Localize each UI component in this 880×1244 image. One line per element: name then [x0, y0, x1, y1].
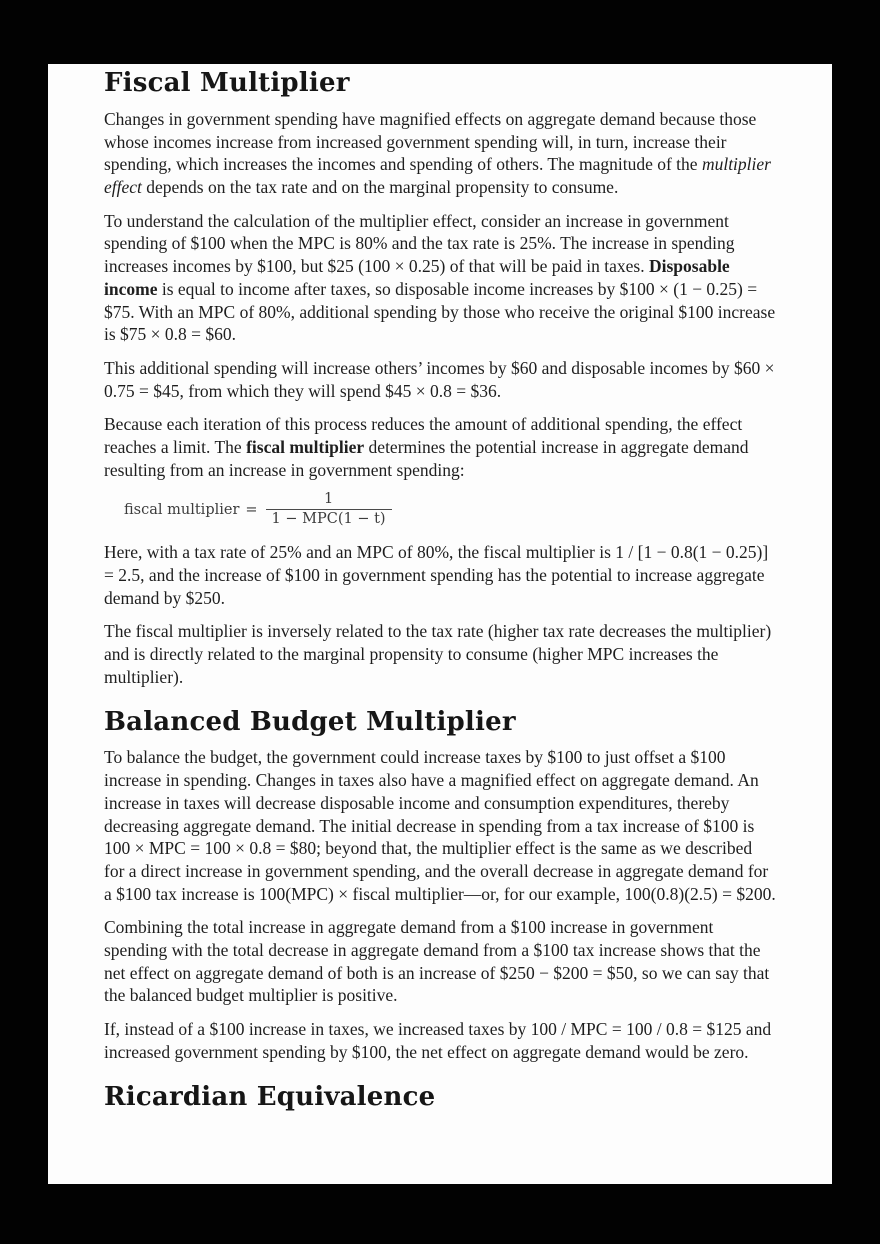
text-run: To understand the calculation of the multiplier effect, consider an increase in government spending of $100 when the MPC is 80% and the tax rate is 25%. The increase in spending increases incomes by $100, but $25 (100 × 0.25) of that will be paid in taxes. — [104, 210, 735, 277]
text-run: determines the potential increase in aggregate demand resulting from an increase in government spending: — [104, 437, 749, 480]
formula-denominator: 1 − MPC(1 − t) — [266, 509, 392, 528]
bold-term-fiscal-multiplier: fiscal multiplier — [246, 437, 365, 458]
text-run: depends on the tax rate and on the marginal propensity to consume. — [141, 177, 619, 197]
bold-term-disposable-income: Disposable income — [104, 256, 730, 299]
paragraph-multiplier-result: Here, with a tax rate of 25% and an MPC of 80%, the fiscal multiplier is 1 / [1 − 0.8(1 − 0.25)] = 2.5, and the increase of $100 in government spending has the potential to increase aggregate demand by $250. — [104, 542, 769, 608]
text-run: Because each iteration of this process reduces the amount of additional spending, the effect reaches a limit. The — [104, 414, 743, 458]
fiscal-multiplier-formula — [104, 492, 776, 528]
paragraph-calculation-example — [104, 210, 776, 346]
document-page — [48, 64, 832, 1184]
heading-fiscal-multiplier: Fiscal Multiplier — [104, 68, 350, 98]
heading-ricardian-equivalence: Ricardian Equivalence — [104, 1081, 436, 1112]
section-ricardian-equivalence — [104, 1083, 776, 1113]
paragraph-net-effect: Combining the total increase in aggregate demand from a $100 increase in government spending with the total decrease in aggregate demand from a $100 tax increase shows that the net effect on aggregate demand of both is an increase of $250 − $200 = $50, so we can say that the balanced budget multiplier is positive. — [104, 917, 770, 1006]
formula-lhs: fiscal multiplier — [124, 502, 240, 519]
formula-numerator: 1 — [323, 491, 334, 508]
italic-term-multiplier-effect: multiplier effect — [104, 154, 771, 197]
section-fiscal-multiplier — [104, 69, 776, 689]
formula-fraction — [266, 492, 392, 528]
paragraph-additional-spending: This additional spending will increase others’ incomes by $60 and disposable incomes by $60 × 0.75 = $45, from which they will spend $45 × 0.8 = $36. — [104, 357, 775, 401]
heading-balanced-budget-multiplier: Balanced Budget Multiplier — [104, 706, 516, 737]
paragraph-zero-net-effect: If, instead of a $100 increase in taxes, we increased taxes by 100 / MPC = 100 / 0.8 = $125 and increased government spending by $100, the net effect on aggregate demand would be zero. — [104, 1019, 772, 1062]
paragraph-intro — [104, 108, 776, 199]
text-run: is equal to income after taxes, so disposable income increases by $100 × (1 − 0.25) = $75. With an MPC of 80%, additional spending by those who receive the original $100 increase is $75 × 0.8 = $60. — [104, 278, 776, 345]
text-run: Changes in government spending have magnified effects on aggregate demand because those whose incomes increase from increased government spending will, in turn, increase their spending, which increases the incomes and spending of others. The magnitude of the — [104, 108, 757, 175]
paragraph-balance-budget: To balance the budget, the government could increase taxes by $100 to just offset a $100 increase in spending. Changes in taxes also have a magnified effect on aggregate demand. An increase in taxes will decrease disposable income and consumption expenditures, thereby decreasing aggregate demand. The initial decrease in spending from a tax increase of $100 is 100 × MPC = 100 × 0.8 = $80; beyond that, the multiplier effect is the same as we described for a direct increase in government spending, and the overall decrease in aggregate demand for a $100 tax increase is 100(MPC) × fiscal multiplier—or, for our example, 100(0.8)(2.5) = $200. — [104, 747, 776, 904]
formula-equals-sign: = — [245, 502, 258, 519]
paragraph-iteration-limit — [104, 413, 776, 481]
paragraph-multiplier-relations: The fiscal multiplier is inversely related to the tax rate (higher tax rate decreases the multiplier) and is directly related to the marginal propensity to consume (higher MPC increases the multiplier). — [104, 621, 772, 687]
section-balanced-budget-multiplier — [104, 708, 776, 1064]
